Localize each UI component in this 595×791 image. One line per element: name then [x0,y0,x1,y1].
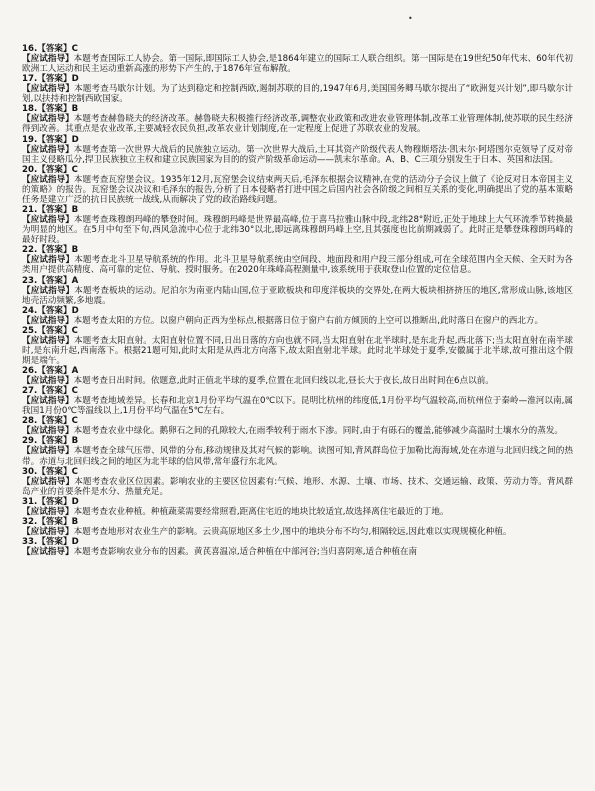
guide-text [22,316,573,326]
guide-text [22,376,573,386]
guide-body: 本题考查北斗卫星导航系统的作用。北斗卫星导航系统由空间段、地面段和用户段三部分组成,可在全球范围内全天候、全天时为各类用户提供高精度、高可靠的定位、导航、授时服务。在2020年珠峰高程测量中,该系统用于获取登山位置的定位信息。 [22,255,573,276]
answer-value: D [71,305,79,316]
answer-entry [22,416,573,436]
answer-line [22,436,573,446]
answer-value: C [71,44,78,54]
question-number: 17. [22,74,38,85]
answer-value: A [71,366,79,377]
question-number: 29. [22,436,38,447]
question-number: 16. [22,44,38,54]
answer-entry [22,366,573,386]
answer-value: C [71,325,78,336]
answer-tag: 【答案】 [37,245,72,256]
answer-line [22,44,573,54]
answer-line [22,306,573,316]
answer-tag: 【答案】 [37,436,72,447]
answer-tag: 【答案】 [37,496,72,507]
answer-tag: 【答案】 [37,466,72,477]
answer-value: A [71,275,79,286]
answer-entry [22,205,573,245]
guide-text [22,336,573,366]
answer-value: D [71,134,79,145]
question-number: 18. [22,104,38,115]
guide-tag: 【应试指导】 [22,446,74,457]
guide-tag: 【应试指导】 [22,335,74,346]
answer-line [22,497,573,507]
answer-line [22,74,573,84]
answer-value: C [71,164,78,175]
answer-entry [22,497,573,517]
guide-body: 本题考查第一次世界大战后的民族独立运动。第一次世界大战后,土耳其资产阶级代表人物穆斯塔法·凯末尔·阿塔图尔克领导了反对帝国主义侵略瓜分,捍卫民族独立主权和建立民族国家为目的的资产阶级革命运动——凯末尔革命。A、B、C三项分别发生于日本、英国和法国。 [22,144,573,165]
guide-tag: 【应试指导】 [22,547,74,557]
answer-value: B [71,104,79,115]
guide-text [22,507,573,517]
answer-value: D [71,496,79,507]
answer-line [22,517,573,527]
guide-text [22,84,573,104]
answer-value: C [71,386,78,397]
guide-tag: 【应试指导】 [22,255,75,266]
answer-line [22,416,573,426]
guide-body: 本题考查影响农业分布的因素。黄芪喜温凉,适合种植在中部河谷;当归喜阴寒,适合种植在南 [73,547,418,557]
guide-body: 本题考查农业区位因素。影响农业的主要区位因素有:气候、地形、水源、土壤、市场、技术、交通运输、政策、劳动力等。背风群岛产业的首要条件是水分、热量充足。 [22,476,573,497]
answer-line [22,326,573,336]
answer-line [22,135,573,145]
answer-entry [22,326,573,366]
answer-line [22,386,573,396]
answer-tag: 【答案】 [37,275,72,286]
answer-tag: 【答案】 [37,104,72,115]
answer-tag: 【答案】 [37,325,72,336]
guide-text [22,175,573,205]
answer-tag: 【答案】 [37,205,72,216]
guide-tag: 【应试指导】 [22,376,74,387]
answer-entry [22,386,573,416]
guide-text [22,145,573,165]
guide-body: 本题考查太阳直射。太阳直射位置不同,日出日落的方向也就不同,当太阳直射在北半球时,是东北升起,西北落下;当太阳直射在南半球时,是东南升起,西南落下。根据21题可知,此时太阳是从西北方向落下,故太阳直射北半球。此时北半球处于夏季,安徽属于北半球,故可推出这个假期是端午。 [22,335,573,366]
answer-entry [22,517,573,537]
answer-value: C [71,416,78,427]
question-number: 30. [22,466,38,477]
guide-tag: 【应试指导】 [22,144,74,155]
guide-tag: 【应试指导】 [22,396,74,407]
guide-text [22,477,573,497]
answer-entry [22,276,573,306]
guide-tag: 【应试指导】 [22,174,74,185]
answer-tag: 【答案】 [37,416,72,427]
guide-body: 本题考查日出时间。依题意,此时正值北半球的夏季,位置在北回归线以北,昼长大于夜长,故日出时间在6点以前。 [73,376,494,387]
answer-entry [22,306,573,326]
guide-body: 本题考查太阳的方位。以窗户朝向正西为坐标点,根据落日位于窗户右前方倾顶的上空可以推断出,此时落日在窗户的西北方。 [73,315,544,326]
guide-text [22,547,573,557]
guide-tag: 【应试指导】 [22,476,75,487]
guide-tag: 【应试指导】 [22,54,74,64]
answer-line [22,104,573,114]
answer-entry [22,104,573,134]
question-number: 27. [22,386,38,397]
guide-body: 本题考查板块的运动。尼泊尔为南亚内陆山国,位于亚欧板块和印度洋板块的交界处,在两大板块相挤挤压的地区,常形成山脉,该地区地壳活动频繁,多地震。 [22,285,573,306]
question-number: 22. [22,245,38,256]
guide-tag: 【应试指导】 [22,426,74,437]
question-number: 31. [22,496,38,507]
guide-text [22,54,573,74]
answer-line [22,276,573,286]
answer-line [22,205,573,215]
guide-body: 本题考查地形对农业生产的影响。云贵高原地区多土少,图中的地块分布不均匀,相隔较远,因此难以实现规模化种植。 [73,526,512,537]
guide-body: 本题考查马歇尔计划。为了达到稳定和控制西欧,遏制苏联的目的,1947年6月,美国国务卿马歇尔提出了“欧洲复兴计划”,即马歇尔计划,以扶持和控制西欧国家。 [22,84,573,105]
answer-entries [22,44,573,557]
question-number: 23. [22,275,38,286]
guide-text [22,114,573,134]
answer-entry [22,165,573,205]
answer-line [22,245,573,255]
guide-body: 本题考查地域差异。长春和北京1月份平均气温在0℃以下。昆明比杭州的纬度低,1月份平均气温较高,而杭州位于秦岭—淮河以南,属我国1月份0℃等温线以上,1月份平均气温在5℃左右。 [22,396,573,417]
answer-line [22,165,573,175]
guide-body: 本题考查全球气压带、风带的分布,移动规律及其对气候的影响。读图可知,背风群岛位于加勒比海海域,处在赤道与北回归线之间的热带。赤道与北回归线之间的地区为北半球的信风带,常年盛行东北风。 [22,446,573,467]
answer-value: D [71,74,79,85]
question-number: 25. [22,325,38,336]
answer-entry [22,135,573,165]
guide-text [22,426,573,436]
answer-tag: 【答案】 [37,164,72,175]
guide-tag: 【应试指导】 [22,215,74,226]
answer-line [22,467,573,477]
answer-entry [22,44,573,74]
question-number: 21. [22,205,38,216]
answer-tag: 【答案】 [37,44,72,54]
question-number: 32. [22,516,38,527]
guide-tag: 【应试指导】 [22,526,74,537]
answer-value: C [71,466,78,477]
guide-body: 本题考查珠穆朗玛峰的攀登时间。珠穆朗玛峰是世界最高峰,位于喜马拉雅山脉中段,北纬28°附近,正处于地球上大气环流季节转换最为明显的地区。在5月中旬至下旬,西风急流中心位于北纬30°以北,即远离珠穆朗玛峰上空,且其强度也比前期减弱了。此时正是攀登珠穆朗玛峰的最好时段。 [22,215,573,246]
guide-body: 本题考查农业中绿化。鹅卵石之间的孔隙较大,在雨季较利于雨水下渗。同时,由于有砾石的覆盖,能够减少高温时土壤水分的蒸发。 [73,426,564,437]
answer-entry [22,436,573,466]
guide-body: 本题考查国际工人协会。第一国际,即国际工人协会,是1864年建立的国际工人联合组织。第一国际是在19世纪50年代末、60年代初欧洲工人运动和民主运动重新高涨的形势下产生的,于1876年宣布解散。 [22,54,573,75]
question-number: 24. [22,305,38,316]
guide-text [22,215,573,245]
question-number: 33. [22,537,38,547]
page-mark: • [408,14,413,23]
guide-text [22,527,573,537]
answer-entry [22,74,573,104]
guide-tag: 【应试指导】 [22,315,74,326]
guide-body: 本题考查瓦窑堡会议。1935年12月,瓦窑堡会议结束两天后,毛泽东根据会议精神,在党的活动分子会议上做了《论反对日本帝国主义的策略》的报告。瓦窑堡会议决议和毛泽东的报告,分析了日本侵略者打进中国之后国内社会各阶级之间相互关系的变化,明确提出了党的基本策略任务是建立广泛的抗日民族统一战线,从而解决了党的政治路线问题。 [22,174,573,205]
answer-entry [22,245,573,275]
question-number: 20. [22,164,38,175]
guide-tag: 【应试指导】 [22,506,74,517]
answer-value: B [71,245,79,256]
answer-tag: 【答案】 [37,386,72,397]
guide-body: 本题考查农业种植。种植蔬菜需要经常照看,距离住宅近的地块比较适宜,故选择离住宅最近的丁地。 [73,506,449,517]
answer-line [22,366,573,376]
guide-body: 本题考查赫鲁晓夫的经济改革。赫鲁晓夫积极推行经济改革,调整农业政策和改进农业管理体制,改革工业管理体制,使苏联的民生经济得到改善。其重点是农业改革,主要减轻农民负担,改革农业计划制度,在一定程度上促进了苏联农业的发展。 [22,114,573,135]
question-number: 28. [22,416,38,427]
guide-tag: 【应试指导】 [22,84,75,95]
answer-tag: 【答案】 [37,366,72,377]
answer-line [22,537,573,547]
answer-entry [22,537,573,557]
guide-tag: 【应试指导】 [22,114,74,125]
guide-tag: 【应试指导】 [22,285,75,296]
guide-text [22,396,573,416]
answer-tag: 【答案】 [37,537,72,547]
answer-value: B [71,516,79,527]
guide-text [22,286,573,306]
question-number: 19. [22,134,38,145]
answer-tag: 【答案】 [37,74,72,85]
answer-entry [22,467,573,497]
answer-value: B [71,436,79,447]
answer-tag: 【答案】 [37,305,72,316]
answer-tag: 【答案】 [37,516,72,527]
answer-tag: 【答案】 [37,134,72,145]
guide-text [22,446,573,466]
answer-value: D [71,537,79,547]
question-number: 26. [22,366,38,377]
answer-value: B [71,205,79,216]
guide-text [22,255,573,275]
